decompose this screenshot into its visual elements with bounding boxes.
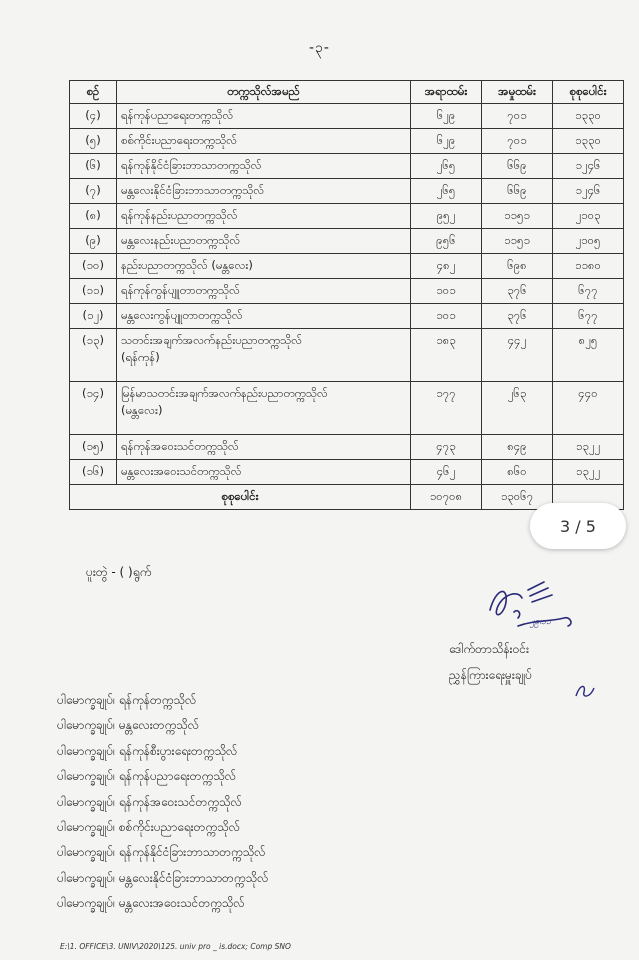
row-number: (၇) — [70, 179, 117, 204]
staff-count: ၃၇၆ — [482, 279, 553, 304]
officers-count: ၄၇၃ — [411, 435, 482, 460]
total-count: ၆၇၇ — [553, 304, 624, 329]
university-name: ရန်ကုန်ကွန်ပျူတာတက္ကသိုလ် — [117, 279, 411, 304]
file-path-footer: E:\1. OFFICE\3. UNIV\2020\125. univ pro _ is.docx; Comp SNO — [60, 942, 291, 951]
page-number: -၃- — [309, 40, 330, 56]
staff-count: ၈၄၉ — [482, 435, 553, 460]
officers-count: ၁၀၁ — [411, 279, 482, 304]
staff-count: ၆၆၉ — [482, 179, 553, 204]
total-count: ၈၂၅ — [553, 329, 624, 382]
row-number: (၁၆) — [70, 460, 117, 485]
total-count: ၁၂၄၆ — [553, 179, 624, 204]
row-number: (၁၁) — [70, 279, 117, 304]
officers-count: ၁၇၇ — [411, 382, 482, 435]
list-item: ပါမောက္ခချုပ်၊ ရန်ကုန်တက္ကသိုလ် — [57, 693, 197, 707]
staff-count: ၆၆၉ — [482, 154, 553, 179]
officers-count: ၂၆၅ — [411, 179, 482, 204]
officers-count: ၉၅၂ — [411, 204, 482, 229]
officers-count: ၄၆၂ — [411, 460, 482, 485]
officers-count: ၂၆၅ — [411, 154, 482, 179]
staff-count: ၇၀၁ — [482, 104, 553, 129]
table-row — [70, 279, 624, 304]
table-row — [70, 229, 624, 254]
row-number: (၁၅) — [70, 435, 117, 460]
total-count: ၂၁၀၅ — [553, 229, 624, 254]
officers-count: ၁၈၃ — [411, 329, 482, 382]
row-number: (၈) — [70, 204, 117, 229]
university-name: မြန်မာသတင်းအချက်အလက်နည်းပညာတက္ကသိုလ် — [121, 386, 328, 400]
list-item: ပါမောက္ခချုပ်၊ မန္တလေးတက္ကသိုလ် — [57, 718, 200, 733]
table-row — [70, 460, 624, 485]
university-name: နည်းပညာတက္ကသိုလ် (မန္တလေး) — [117, 254, 411, 279]
university-name: ရန်ကုန်နည်းပညာတက္ကသိုလ် — [117, 204, 411, 229]
university-name-cell — [117, 382, 411, 435]
total-count: ၁၃၃၀ — [553, 104, 624, 129]
table-row — [70, 154, 624, 179]
list-item: ပါမောက္ခချုပ်၊ စစ်ကိုင်းပညာရေးတက္ကသိုလ် — [57, 819, 240, 834]
officers-count: ၄၈၂ — [411, 254, 482, 279]
table-header-row — [70, 81, 624, 104]
staff-count: ၈၆၀ — [482, 460, 553, 485]
university-name: မန္တလေးကွန်ပျူတာတက္ကသိုလ် — [117, 304, 411, 329]
list-item: ပါမောက္ခချုပ်၊ ရန်ကုန်အဝေးသင်တက္ကသိုလ် — [57, 794, 242, 809]
total-count: ၁၁၈၀ — [553, 254, 624, 279]
total-count: ၁၃၂၂ — [553, 435, 624, 460]
university-location: (မန္တလေး) — [121, 403, 163, 417]
list-item: ပါမောက္ခချုပ်၊ ရန်ကုန်ပညာရေးတက္ကသိုလ် — [57, 769, 237, 784]
distribution-list — [57, 688, 268, 917]
staff-count: ၂၆၃ — [482, 382, 553, 435]
table-row — [70, 204, 624, 229]
list-item: ပါမောက္ခချုပ်၊ ရန်ကုန်နိုင်ငံခြားဘာသာတက္ကသိုလ် — [57, 845, 266, 860]
row-number: (၁၃) — [70, 329, 117, 382]
university-name: မန္တလေးနိုင်ငံခြားဘာသာတက္ကသိုလ် — [117, 179, 411, 204]
university-name: ရန်ကုန်နိုင်ငံခြားဘာသာတက္ကသိုလ် — [117, 154, 411, 179]
table-row — [70, 129, 624, 154]
header-total: စုစုပေါင်း — [553, 81, 624, 104]
staff-count: ၇၀၁ — [482, 129, 553, 154]
signer-name: ဒေါက်တာသိန်းဝင်း — [449, 642, 530, 656]
list-item: ပါမောက္ခချုပ်၊ မန္တလေးအဝေးသင်တက္ကသိုလ် — [57, 896, 245, 911]
row-number: (၅) — [70, 129, 117, 154]
officers-count: ၆၂၉ — [411, 129, 482, 154]
officers-count: ၁၀၁ — [411, 304, 482, 329]
total-label: စုစုပေါင်း — [70, 485, 411, 510]
signer-title: ညွှန်ကြားရေးမှူးချုပ် — [449, 668, 533, 682]
initials-mark — [572, 680, 598, 702]
staff-count: ၆၉၈ — [482, 254, 553, 279]
university-name: ရန်ကုန်အဝေးသင်တက္ကသိုလ် — [117, 435, 411, 460]
staff-count: ၃၇၆ — [482, 304, 553, 329]
university-name-cell — [117, 329, 411, 382]
table-row — [70, 435, 624, 460]
header-name: တက္ကသိုလ်အမည် — [117, 81, 411, 104]
university-name: ရန်ကုန်ပညာရေးတက္ကသိုလ် — [117, 104, 411, 129]
staff-count: ၁၁၅၁ — [482, 204, 553, 229]
staff-table — [69, 80, 624, 510]
university-name: မန္တလေးနည်းပညာတက္ကသိုလ် — [117, 229, 411, 254]
university-name: သတင်းအချက်အလက်နည်းပညာတက္ကသိုလ် — [121, 333, 303, 347]
page-indicator[interactable]: 3 / 5 — [530, 503, 626, 549]
staff-count: ၄၄၂ — [482, 329, 553, 382]
header-officers: အရာထမ်း — [411, 81, 482, 104]
total-count: ၂၁၀၃ — [553, 204, 624, 229]
attachment-line: ပူးတွဲ - ( )ရွက် — [86, 565, 152, 579]
staff-count: ၁၁၅၁ — [482, 229, 553, 254]
officers-count: ၉၅၆ — [411, 229, 482, 254]
list-item: ပါမောက္ခချုပ်၊ မန္တလေးနိုင်ငံခြားဘာသာတက္ကသိုလ် — [57, 870, 269, 885]
university-name: မန္တလေးအဝေးသင်တက္ကသိုလ် — [117, 460, 411, 485]
header-staff: အမှုထမ်း — [482, 81, 553, 104]
list-item: ပါမောက္ခချုပ်၊ ရန်ကုန်စီးပွားရေးတက္ကသိုလ် — [57, 743, 238, 758]
table-row — [70, 254, 624, 279]
svg-text:၂၉၊၁၁: ၂၉၊၁၁ — [530, 617, 552, 627]
row-number: (၆) — [70, 154, 117, 179]
header-no: စဉ် — [70, 81, 117, 104]
total-staff: ၁၃၀၆၇ — [482, 485, 553, 510]
row-number: (၁၀) — [70, 254, 117, 279]
total-count: ၄၄၀ — [553, 382, 624, 435]
table-row — [70, 104, 624, 129]
table-row — [70, 304, 624, 329]
total-count: ၁၃၂၂ — [553, 460, 624, 485]
officers-count: ၆၂၉ — [411, 104, 482, 129]
total-officers: ၁၀၇၀၈ — [411, 485, 482, 510]
table-row — [70, 382, 624, 435]
row-number: (၁၂) — [70, 304, 117, 329]
total-count: ၆၇၇ — [553, 279, 624, 304]
row-number: (၄) — [70, 104, 117, 129]
university-name: စစ်ကိုင်းပညာရေးတက္ကသိုလ် — [117, 129, 411, 154]
signature-image — [478, 568, 588, 638]
university-location: (ရန်ကုန်) — [121, 350, 160, 364]
table-row — [70, 179, 624, 204]
total-count: ၁၃၃၀ — [553, 129, 624, 154]
row-number: (၁၄) — [70, 382, 117, 435]
table-row — [70, 329, 624, 382]
total-count: ၁၂၄၆ — [553, 154, 624, 179]
row-number: (၉) — [70, 229, 117, 254]
